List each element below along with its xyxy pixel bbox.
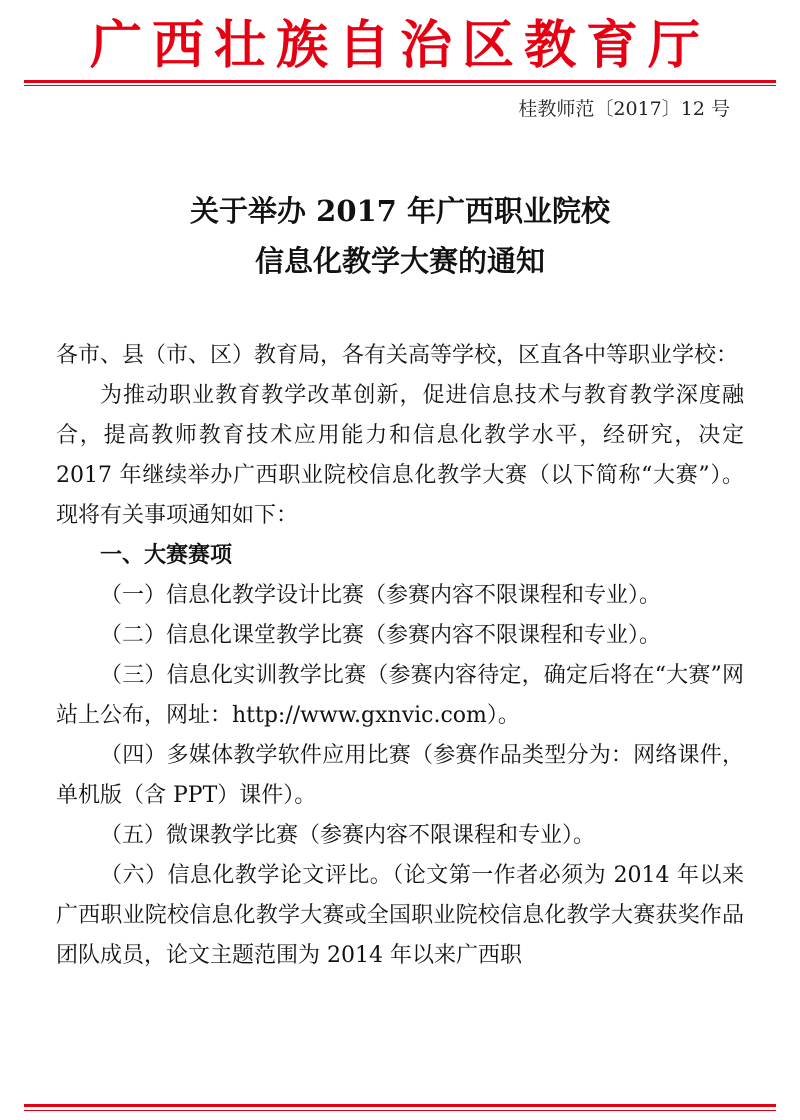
document-title-line-2: 信息化教学大赛的通知 (254, 244, 545, 278)
footer-red-rule-thin (24, 1110, 776, 1111)
document-body (56, 336, 744, 976)
list-item-5: （五）微课教学比赛（参赛内容不限课程和专业）。 (100, 823, 596, 848)
header-red-rule-thick (24, 80, 776, 83)
list-item-6: （六）信息化教学论文评比。（论文第一作者必须为 2014 年以来广西职业院校信息化教学大赛或全国职业院校信息化教学大赛获奖作品团队成员，论文主题范围为 2014 年以来广西职 (56, 863, 744, 968)
footer-red-rule-thick (24, 1104, 776, 1107)
salutation-paragraph: 各市、县（市、区）教育局，各有关高等学校，区直各中等职业学校： (56, 343, 739, 368)
list-item-3: （三）信息化实训教学比赛（参赛内容待定，确定后将在“大赛”网站上公布，网址：http://www.gxnvic.com）。 (56, 663, 744, 728)
document-title (0, 186, 800, 286)
intro-paragraph: 为推动职业教育教学改革创新，促进信息技术与教育教学深度融合，提高教师教育技术应用能力和信息化教学水平，经研究，决定 2017 年继续举办广西职业院校信息化教学大赛（以下简称“大赛”）。现将有关事项通知如下： (56, 383, 744, 528)
list-item-2: （二）信息化课堂教学比赛（参赛内容不限课程和专业）。 (100, 623, 662, 648)
list-item-4: （四）多媒体教学软件应用比赛（参赛作品类型分为：网络课件，单机版（含 PPT）课件）。 (56, 743, 744, 808)
issuer-header-title: 广西壮族自治区教育厅 (89, 15, 710, 76)
header-red-rule-thin (24, 85, 776, 86)
document-number: 桂教师范〔2017〕12 号 (518, 98, 730, 120)
list-item-1: （一）信息化教学设计比赛（参赛内容不限课程和专业）。 (100, 583, 662, 608)
document-title-line-1: 关于举办 2017 年广西职业院校 (190, 194, 610, 228)
section-heading-1: 一、大赛赛项 (100, 543, 233, 568)
